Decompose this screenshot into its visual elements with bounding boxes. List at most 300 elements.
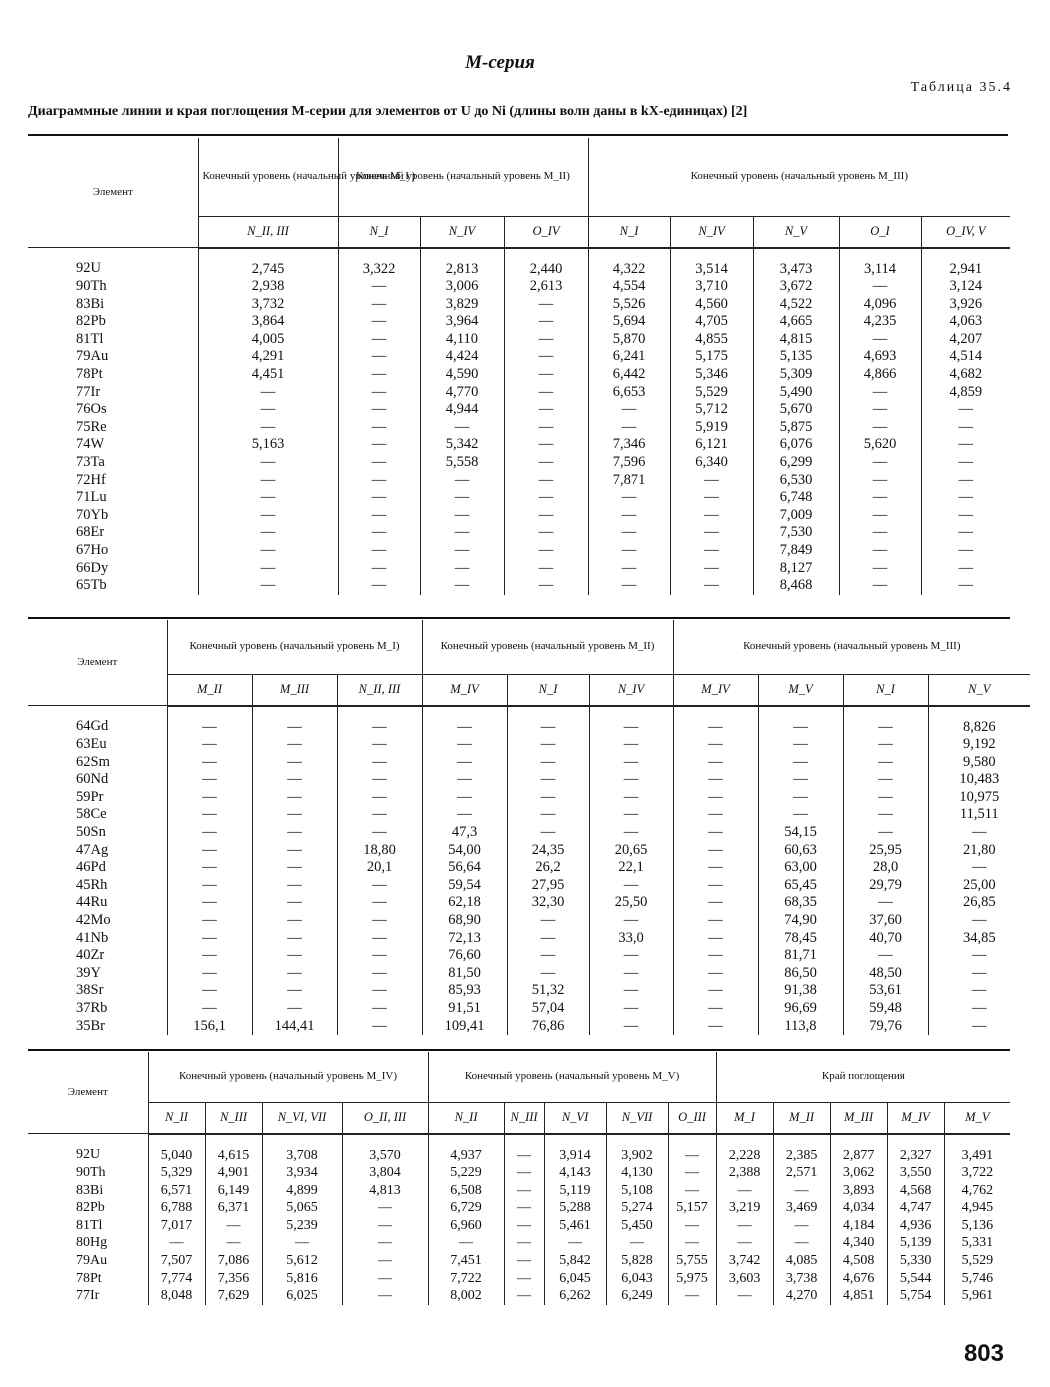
value-cell: — bbox=[167, 859, 252, 877]
value-cell: 3,722 bbox=[944, 1164, 1010, 1182]
value-cell: — bbox=[337, 1000, 422, 1018]
value-cell: 5,529 bbox=[670, 384, 753, 402]
value-cell: 5,108 bbox=[606, 1182, 668, 1200]
element-cell: 82Pb bbox=[76, 313, 106, 330]
element-cell: 62Sm bbox=[76, 753, 110, 770]
value-cell: 7,849 bbox=[753, 542, 839, 560]
value-cell: 68,90 bbox=[422, 912, 507, 930]
value-cell: 56,64 bbox=[422, 859, 507, 877]
value-cell: — bbox=[252, 912, 337, 930]
value-cell: 3,864 bbox=[198, 313, 338, 331]
column-header: O_IV bbox=[504, 216, 588, 248]
value-cell: 4,944 bbox=[420, 401, 504, 419]
value-cell: — bbox=[167, 1000, 252, 1018]
value-cell: 4,085 bbox=[773, 1252, 830, 1270]
value-cell: — bbox=[588, 542, 670, 560]
value-cell: — bbox=[252, 771, 337, 789]
group-header: Конечный уровень (начальный уровень M_IV) bbox=[148, 1052, 428, 1102]
value-cell: 5,712 bbox=[670, 401, 753, 419]
table-row bbox=[28, 419, 1010, 437]
value-cell: 5,816 bbox=[262, 1270, 342, 1288]
value-cell: — bbox=[337, 912, 422, 930]
value-cell: 7,722 bbox=[428, 1270, 504, 1288]
element-cell: 47Ag bbox=[76, 841, 109, 858]
table-row bbox=[28, 348, 1010, 366]
value-cell: 5,828 bbox=[606, 1252, 668, 1270]
value-cell: 3,603 bbox=[716, 1270, 773, 1288]
value-cell: — bbox=[420, 542, 504, 560]
table-row bbox=[28, 824, 1030, 842]
value-cell: — bbox=[198, 401, 338, 419]
value-cell: 20,1 bbox=[337, 859, 422, 877]
value-cell: 3,708 bbox=[262, 1134, 342, 1165]
value-cell: — bbox=[252, 736, 337, 754]
value-cell: 4,762 bbox=[944, 1182, 1010, 1200]
value-cell: 11,511 bbox=[928, 806, 1030, 824]
column-header: O_IV, V bbox=[921, 216, 1010, 248]
value-cell: — bbox=[252, 789, 337, 807]
table-row bbox=[28, 789, 1030, 807]
value-cell: 6,508 bbox=[428, 1182, 504, 1200]
value-cell: 6,442 bbox=[588, 366, 670, 384]
column-header: N_IV bbox=[589, 674, 673, 706]
table-row bbox=[28, 1000, 1030, 1018]
value-cell: — bbox=[670, 524, 753, 542]
value-cell: 8,468 bbox=[753, 577, 839, 595]
value-cell: 4,291 bbox=[198, 348, 338, 366]
value-cell: 68,35 bbox=[758, 894, 843, 912]
value-cell: — bbox=[337, 965, 422, 983]
value-cell: — bbox=[673, 706, 758, 737]
value-cell: — bbox=[252, 982, 337, 1000]
value-cell: 3,732 bbox=[198, 296, 338, 314]
value-cell: — bbox=[167, 965, 252, 983]
group-header: Конечный уровень (начальный уровень M_V) bbox=[428, 1052, 716, 1102]
element-cell: 37Rb bbox=[76, 1000, 108, 1016]
value-cell: 5,875 bbox=[753, 419, 839, 437]
value-cell: — bbox=[588, 524, 670, 542]
element-cell: 83Bi bbox=[76, 295, 105, 312]
table-m-series-1 bbox=[28, 138, 1010, 595]
table-body bbox=[28, 1134, 1010, 1305]
value-cell: 7,356 bbox=[205, 1270, 262, 1288]
value-cell: 2,385 bbox=[773, 1134, 830, 1165]
value-cell: 5,163 bbox=[198, 436, 338, 454]
value-cell: — bbox=[921, 472, 1010, 490]
value-cell: — bbox=[338, 384, 420, 402]
element-cell: 72Hf bbox=[76, 471, 106, 488]
value-cell: — bbox=[198, 524, 338, 542]
value-cell: 26,85 bbox=[928, 894, 1030, 912]
table-row bbox=[28, 401, 1010, 419]
value-cell: — bbox=[843, 789, 928, 807]
table-row bbox=[28, 982, 1030, 1000]
value-cell: 5,450 bbox=[606, 1217, 668, 1235]
column-header: N_VI bbox=[544, 1102, 606, 1134]
value-cell: — bbox=[668, 1234, 716, 1252]
value-cell: 4,682 bbox=[921, 366, 1010, 384]
element-cell: 38Sr bbox=[76, 982, 104, 999]
value-cell: 62,18 bbox=[422, 894, 507, 912]
value-cell: 5,755 bbox=[668, 1252, 716, 1270]
value-cell: — bbox=[167, 982, 252, 1000]
value-cell: — bbox=[338, 560, 420, 578]
table-row bbox=[28, 1182, 1010, 1200]
value-cell: 3,219 bbox=[716, 1199, 773, 1217]
value-cell: 10,975 bbox=[928, 789, 1030, 807]
table-row bbox=[28, 542, 1010, 560]
value-cell: 47,3 bbox=[422, 824, 507, 842]
value-cell: — bbox=[504, 560, 588, 578]
value-cell: 3,964 bbox=[420, 313, 504, 331]
value-cell: 4,096 bbox=[839, 296, 921, 314]
value-cell: — bbox=[338, 366, 420, 384]
value-cell: — bbox=[338, 296, 420, 314]
value-cell: — bbox=[928, 1000, 1030, 1018]
value-cell: 6,530 bbox=[753, 472, 839, 490]
value-cell: 4,034 bbox=[830, 1199, 887, 1217]
value-cell: 96,69 bbox=[758, 1000, 843, 1018]
value-cell: — bbox=[504, 1182, 544, 1200]
value-cell: 5,694 bbox=[588, 313, 670, 331]
value-cell: — bbox=[673, 824, 758, 842]
value-cell: 5,529 bbox=[944, 1252, 1010, 1270]
column-header: N_V bbox=[753, 216, 839, 248]
value-cell: — bbox=[504, 507, 588, 525]
table-row bbox=[28, 754, 1030, 772]
value-cell: — bbox=[338, 472, 420, 490]
value-cell: 6,653 bbox=[588, 384, 670, 402]
value-cell: 63,00 bbox=[758, 859, 843, 877]
value-cell: 25,95 bbox=[843, 842, 928, 860]
table-row bbox=[28, 877, 1030, 895]
value-cell: — bbox=[167, 894, 252, 912]
column-header: M_II bbox=[773, 1102, 830, 1134]
value-cell: — bbox=[589, 1018, 673, 1036]
value-cell: — bbox=[262, 1234, 342, 1252]
value-cell: — bbox=[167, 824, 252, 842]
value-cell: — bbox=[843, 736, 928, 754]
value-cell: 5,870 bbox=[588, 331, 670, 349]
value-cell: — bbox=[839, 419, 921, 437]
value-cell: 5,274 bbox=[606, 1199, 668, 1217]
table-row bbox=[28, 507, 1010, 525]
value-cell: 4,110 bbox=[420, 331, 504, 349]
value-cell: — bbox=[673, 982, 758, 1000]
value-cell: 3,491 bbox=[944, 1134, 1010, 1165]
value-cell: — bbox=[928, 912, 1030, 930]
value-cell: 5,490 bbox=[753, 384, 839, 402]
value-cell: — bbox=[252, 1000, 337, 1018]
value-cell: — bbox=[337, 789, 422, 807]
value-cell: 33,0 bbox=[589, 930, 673, 948]
column-header: O_I bbox=[839, 216, 921, 248]
value-cell: 5,135 bbox=[753, 348, 839, 366]
element-cell: 70Yb bbox=[76, 506, 109, 523]
value-cell: — bbox=[198, 560, 338, 578]
element-cell: 44Ru bbox=[76, 894, 108, 911]
value-cell: 25,50 bbox=[589, 894, 673, 912]
value-cell: — bbox=[504, 313, 588, 331]
value-cell: 7,009 bbox=[753, 507, 839, 525]
value-cell: 59,54 bbox=[422, 877, 507, 895]
column-header: M_III bbox=[252, 674, 337, 706]
value-cell: — bbox=[420, 472, 504, 490]
value-cell: — bbox=[342, 1217, 428, 1235]
value-cell: — bbox=[716, 1217, 773, 1235]
value-cell: — bbox=[337, 982, 422, 1000]
value-cell: 3,570 bbox=[342, 1134, 428, 1165]
value-cell: — bbox=[673, 912, 758, 930]
value-cell: 8,048 bbox=[148, 1287, 205, 1305]
value-cell: 5,157 bbox=[668, 1199, 716, 1217]
element-cell: 74W bbox=[76, 436, 105, 453]
value-cell: 81,50 bbox=[422, 965, 507, 983]
value-cell: 26,2 bbox=[507, 859, 589, 877]
value-cell: — bbox=[205, 1234, 262, 1252]
value-cell: — bbox=[928, 1018, 1030, 1036]
element-cell: 82Pb bbox=[76, 1200, 105, 1216]
value-cell: — bbox=[673, 842, 758, 860]
value-cell: 7,530 bbox=[753, 524, 839, 542]
value-cell: 3,738 bbox=[773, 1270, 830, 1288]
table-row bbox=[28, 912, 1030, 930]
value-cell: — bbox=[507, 930, 589, 948]
value-cell: — bbox=[252, 754, 337, 772]
value-cell: — bbox=[420, 560, 504, 578]
value-cell: — bbox=[337, 824, 422, 842]
table-row bbox=[28, 894, 1030, 912]
value-cell: 7,017 bbox=[148, 1217, 205, 1235]
table-row bbox=[28, 947, 1030, 965]
value-cell: 7,629 bbox=[205, 1287, 262, 1305]
column-header: N_VI, VII bbox=[262, 1102, 342, 1134]
value-cell: — bbox=[668, 1217, 716, 1235]
value-cell: — bbox=[504, 1134, 544, 1165]
value-cell: 5,346 bbox=[670, 366, 753, 384]
element-cell: 90Th bbox=[76, 1165, 106, 1181]
table-row bbox=[28, 1234, 1010, 1252]
element-cell: 60Nd bbox=[76, 771, 109, 788]
value-cell: — bbox=[167, 789, 252, 807]
value-cell: — bbox=[839, 524, 921, 542]
value-cell: — bbox=[422, 771, 507, 789]
value-cell: — bbox=[758, 754, 843, 772]
value-cell: — bbox=[198, 542, 338, 560]
table-row bbox=[28, 1018, 1030, 1036]
value-cell: 3,124 bbox=[921, 278, 1010, 296]
value-cell: — bbox=[198, 472, 338, 490]
column-header: N_I bbox=[588, 216, 670, 248]
value-cell: — bbox=[422, 754, 507, 772]
value-cell: — bbox=[921, 454, 1010, 472]
value-cell: 3,672 bbox=[753, 278, 839, 296]
value-cell: — bbox=[606, 1234, 668, 1252]
value-cell: 4,560 bbox=[670, 296, 753, 314]
value-cell: 8,002 bbox=[428, 1287, 504, 1305]
value-cell: — bbox=[167, 754, 252, 772]
value-cell: — bbox=[252, 930, 337, 948]
value-cell: 6,076 bbox=[753, 436, 839, 454]
value-cell: 34,85 bbox=[928, 930, 1030, 948]
value-cell: — bbox=[589, 754, 673, 772]
page-title: М-серия bbox=[465, 52, 535, 73]
value-cell: — bbox=[420, 489, 504, 507]
value-cell: — bbox=[337, 771, 422, 789]
value-cell: — bbox=[668, 1287, 716, 1305]
value-cell: 4,901 bbox=[205, 1164, 262, 1182]
value-cell: — bbox=[839, 384, 921, 402]
value-cell: — bbox=[504, 1287, 544, 1305]
value-cell: — bbox=[589, 965, 673, 983]
value-cell: — bbox=[338, 419, 420, 437]
element-cell: 73Ta bbox=[76, 454, 105, 471]
value-cell: — bbox=[673, 1018, 758, 1036]
value-cell: 4,568 bbox=[887, 1182, 944, 1200]
column-header: N_III bbox=[504, 1102, 544, 1134]
value-cell: — bbox=[670, 560, 753, 578]
element-cell: 63Eu bbox=[76, 736, 107, 753]
element-cell: 79Au bbox=[76, 348, 109, 365]
value-cell: — bbox=[589, 947, 673, 965]
value-cell: — bbox=[504, 296, 588, 314]
value-cell: 4,340 bbox=[830, 1234, 887, 1252]
value-cell: — bbox=[507, 754, 589, 772]
value-cell: 3,893 bbox=[830, 1182, 887, 1200]
value-cell: — bbox=[839, 472, 921, 490]
value-cell: — bbox=[928, 824, 1030, 842]
value-cell: — bbox=[504, 1252, 544, 1270]
value-cell: — bbox=[507, 912, 589, 930]
element-cell: 83Bi bbox=[76, 1182, 104, 1198]
column-header: N_IV bbox=[420, 216, 504, 248]
value-cell: — bbox=[589, 824, 673, 842]
column-header: N_I bbox=[507, 674, 589, 706]
value-cell: — bbox=[758, 706, 843, 737]
value-cell: 5,919 bbox=[670, 419, 753, 437]
value-cell: 4,005 bbox=[198, 331, 338, 349]
value-cell: — bbox=[673, 806, 758, 824]
value-cell: 4,899 bbox=[262, 1182, 342, 1200]
element-cell: 59Pr bbox=[76, 788, 104, 805]
value-cell: 18,80 bbox=[337, 842, 422, 860]
value-cell: — bbox=[205, 1217, 262, 1235]
value-cell: — bbox=[758, 736, 843, 754]
value-cell: 5,119 bbox=[544, 1182, 606, 1200]
value-cell: — bbox=[758, 771, 843, 789]
table-m-series-3 bbox=[28, 1052, 1010, 1305]
value-cell: 4,615 bbox=[205, 1134, 262, 1165]
value-cell: — bbox=[589, 877, 673, 895]
value-cell: 24,35 bbox=[507, 842, 589, 860]
value-cell: — bbox=[198, 419, 338, 437]
value-cell: 91,38 bbox=[758, 982, 843, 1000]
column-header: M_V bbox=[944, 1102, 1010, 1134]
table-row bbox=[28, 436, 1010, 454]
value-cell: — bbox=[338, 489, 420, 507]
element-cell: 81Tl bbox=[76, 1217, 103, 1233]
value-cell: — bbox=[673, 754, 758, 772]
value-cell: — bbox=[843, 754, 928, 772]
table-row bbox=[28, 736, 1030, 754]
value-cell: 21,80 bbox=[928, 842, 1030, 860]
column-header: N_IV bbox=[670, 216, 753, 248]
value-cell: — bbox=[167, 842, 252, 860]
element-cell: 77Ir bbox=[76, 1288, 100, 1304]
value-cell: — bbox=[252, 947, 337, 965]
value-cell: — bbox=[758, 806, 843, 824]
value-cell: 4,143 bbox=[544, 1164, 606, 1182]
value-cell: — bbox=[167, 771, 252, 789]
table-row bbox=[28, 1252, 1010, 1270]
value-cell: — bbox=[507, 947, 589, 965]
value-cell: 22,1 bbox=[589, 859, 673, 877]
value-cell: 4,665 bbox=[753, 313, 839, 331]
table-row bbox=[28, 524, 1010, 542]
value-cell: 10,483 bbox=[928, 771, 1030, 789]
value-cell: — bbox=[670, 542, 753, 560]
value-cell: — bbox=[773, 1182, 830, 1200]
value-cell: 5,175 bbox=[670, 348, 753, 366]
value-cell: — bbox=[198, 577, 338, 595]
value-cell: — bbox=[928, 947, 1030, 965]
value-cell: 6,045 bbox=[544, 1270, 606, 1288]
value-cell: 4,130 bbox=[606, 1164, 668, 1182]
element-cell: 46Pd bbox=[76, 859, 106, 876]
value-cell: 4,747 bbox=[887, 1199, 944, 1217]
element-cell: 81Tl bbox=[76, 330, 104, 347]
value-cell: — bbox=[921, 436, 1010, 454]
value-cell: 5,670 bbox=[753, 401, 839, 419]
value-cell: — bbox=[673, 894, 758, 912]
value-cell: — bbox=[921, 507, 1010, 525]
value-cell: — bbox=[589, 706, 673, 737]
column-header: O_III bbox=[668, 1102, 716, 1134]
table-row bbox=[28, 278, 1010, 296]
value-cell: — bbox=[342, 1252, 428, 1270]
value-cell: 51,32 bbox=[507, 982, 589, 1000]
value-cell: 5,746 bbox=[944, 1270, 1010, 1288]
table-row bbox=[28, 771, 1030, 789]
column-header: M_IV bbox=[422, 674, 507, 706]
table-row bbox=[28, 1270, 1010, 1288]
element-header: Элемент bbox=[28, 1052, 148, 1134]
value-cell: 2,938 bbox=[198, 278, 338, 296]
value-cell: — bbox=[338, 507, 420, 525]
group-header: Конечный уровень (начальный уровень M_II) bbox=[422, 620, 673, 674]
group-header: Конечный уровень (начальный уровень M_III) bbox=[588, 138, 1010, 216]
value-cell: 3,804 bbox=[342, 1164, 428, 1182]
value-cell: 48,50 bbox=[843, 965, 928, 983]
value-cell: — bbox=[504, 1164, 544, 1182]
value-cell: — bbox=[504, 348, 588, 366]
value-cell: 9,580 bbox=[928, 754, 1030, 772]
table-row bbox=[28, 296, 1010, 314]
value-cell: 25,00 bbox=[928, 877, 1030, 895]
value-cell: 2,941 bbox=[921, 248, 1010, 279]
value-cell: 78,45 bbox=[758, 930, 843, 948]
value-cell: 57,04 bbox=[507, 1000, 589, 1018]
value-cell: 3,550 bbox=[887, 1164, 944, 1182]
value-cell: — bbox=[422, 706, 507, 737]
value-cell: — bbox=[507, 706, 589, 737]
value-cell: 4,937 bbox=[428, 1134, 504, 1165]
value-cell: — bbox=[673, 1000, 758, 1018]
value-cell: — bbox=[928, 965, 1030, 983]
value-cell: 2,327 bbox=[887, 1134, 944, 1165]
value-cell: 3,926 bbox=[921, 296, 1010, 314]
value-cell: — bbox=[843, 806, 928, 824]
